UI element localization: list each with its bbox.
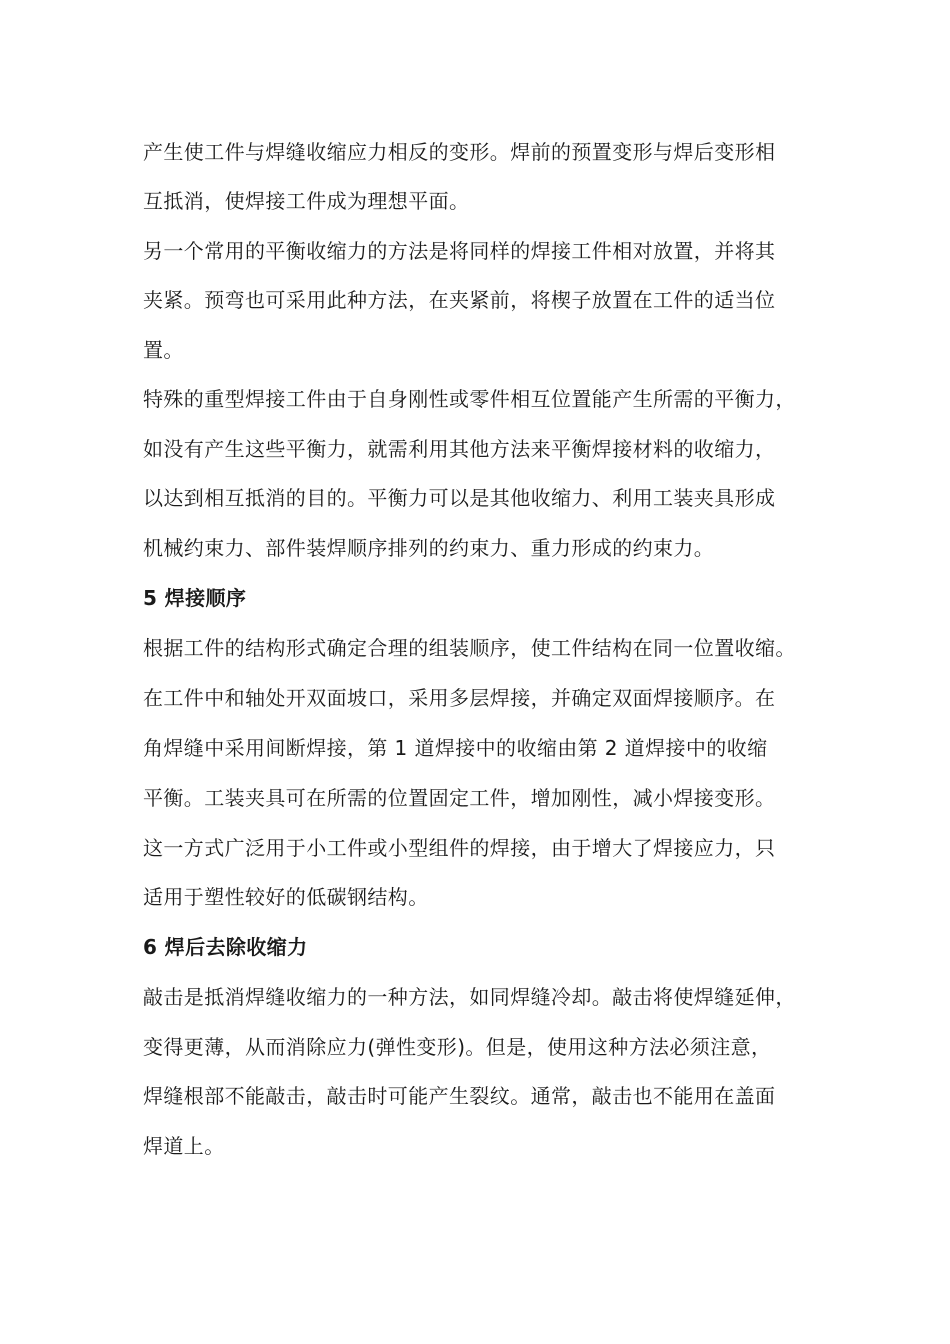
section-5-line-2: 在工件中和轴处开双面坡口，采用多层焊接，并确定双面焊接顺序。在	[143, 686, 776, 710]
section-5-line-6: 适用于塑性较好的低碳钢结构。	[143, 885, 429, 909]
section-5-line-1: 根据工件的结构形式确定合理的组装顺序，使工件结构在同一位置收缩。	[143, 636, 796, 660]
section-6-line-1: 敲击是抵消焊缝收缩力的一种方法，如同焊缝冷却。敲击将使焊缝延伸，	[143, 985, 796, 1009]
paragraph-3-line-2: 如没有产生这些平衡力，就需利用其他方法来平衡焊接材料的收缩力，	[143, 437, 776, 461]
paragraph-3-line-4: 机械约束力、部件装焊顺序排列的约束力、重力形成的约束力。	[143, 536, 715, 560]
paragraph-2-line-3: 置。	[143, 338, 184, 362]
section-5-heading: 5 焊接顺序	[143, 586, 247, 610]
section-6-line-2: 变得更薄，从而消除应力(弹性变形)。但是，使用这种方法必须注意，	[143, 1035, 772, 1059]
section-5-line-4: 平衡。工装夹具可在所需的位置固定工件，增加刚性，减小焊接变形。	[143, 786, 776, 810]
paragraph-2-line-2: 夹紧。预弯也可采用此种方法，在夹紧前，将楔子放置在工件的适当位	[143, 288, 776, 312]
paragraph-3-line-1: 特殊的重型焊接工件由于自身刚性或零件相互位置能产生所需的平衡力，	[143, 387, 796, 411]
section-5-line-3: 角焊缝中采用间断焊接，第 1 道焊接中的收缩由第 2 道焊接中的收缩	[143, 736, 768, 760]
section-6-line-3: 焊缝根部不能敲击，敲击时可能产生裂纹。通常，敲击也不能用在盖面	[143, 1084, 776, 1108]
paragraph-2-line-1: 另一个常用的平衡收缩力的方法是将同样的焊接工件相对放置，并将其	[143, 239, 776, 263]
section-5-line-5: 这一方式广泛用于小工件或小型组件的焊接，由于增大了焊接应力，只	[143, 836, 776, 860]
section-6-heading: 6 焊后去除收缩力	[143, 935, 308, 959]
paragraph-1-line-1: 产生使工件与焊缝收缩应力相反的变形。焊前的预置变形与焊后变形相	[143, 140, 776, 164]
paragraph-1-line-2: 互抵消，使焊接工件成为理想平面。	[143, 189, 470, 213]
section-6-line-4: 焊道上。	[143, 1134, 225, 1158]
paragraph-3-line-3: 以达到相互抵消的目的。平衡力可以是其他收缩力、利用工装夹具形成	[143, 486, 776, 510]
